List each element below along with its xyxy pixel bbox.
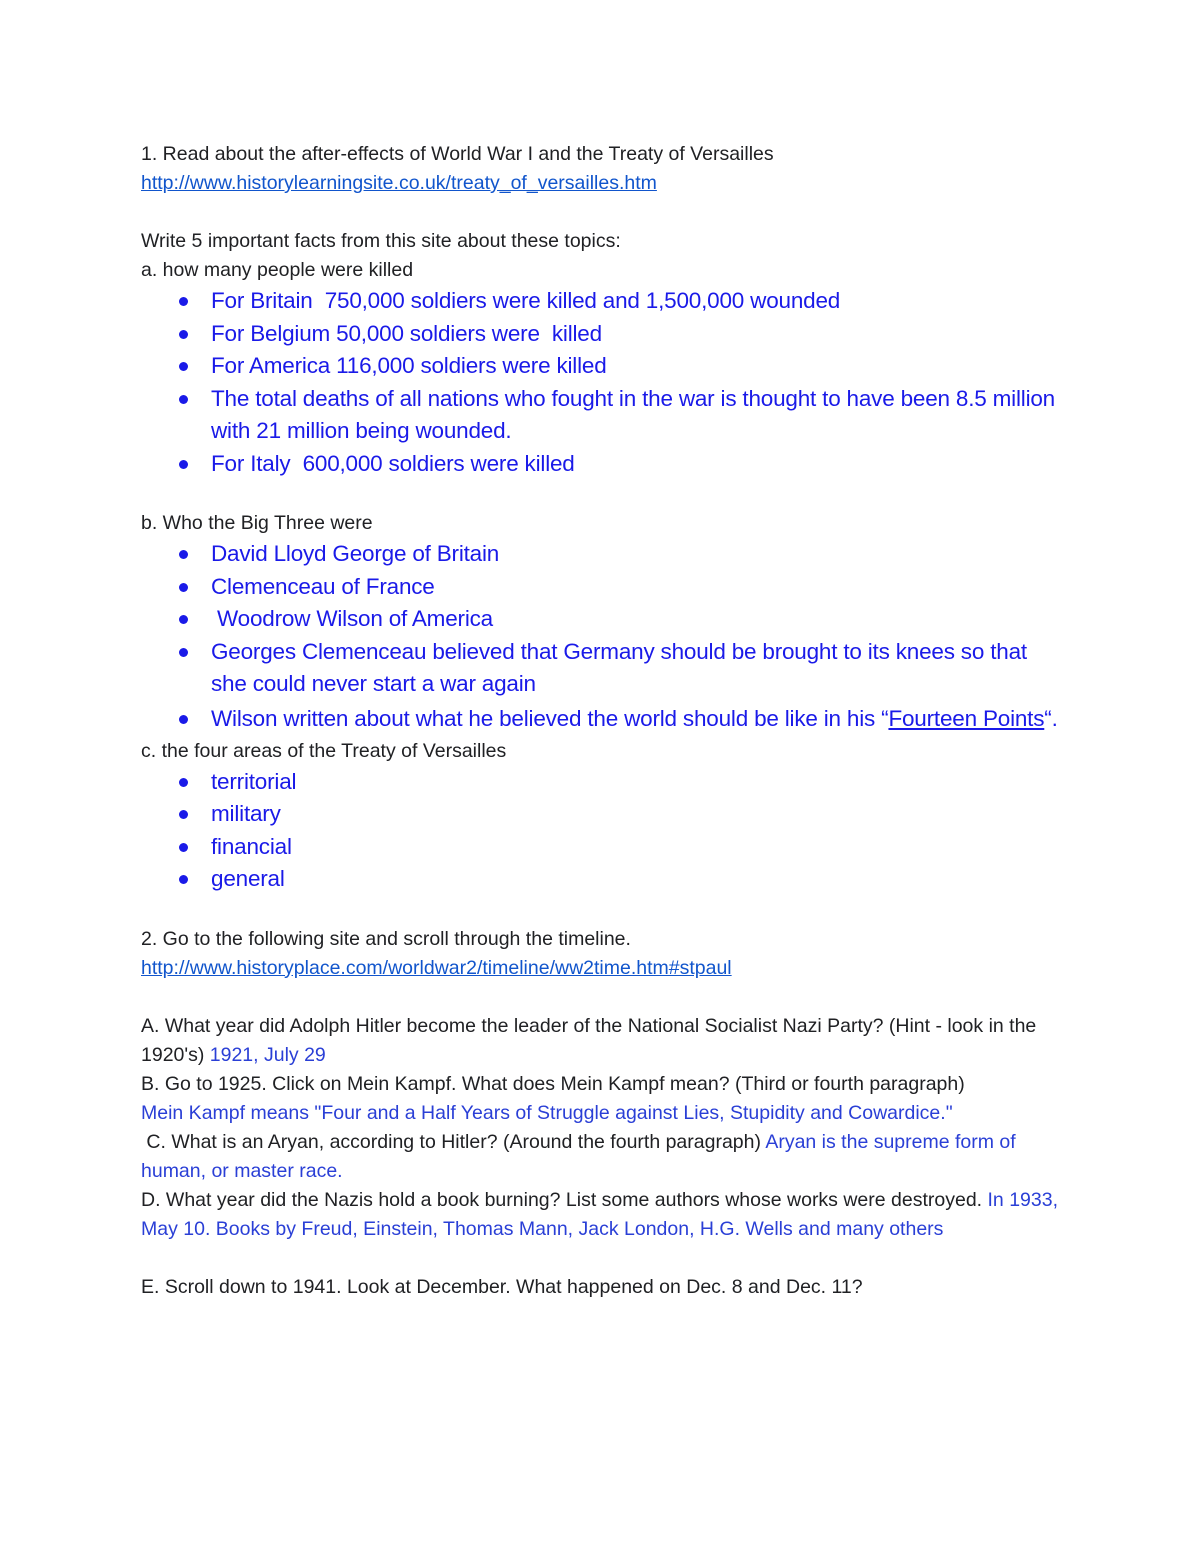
q1b-facts-list [141, 538, 1061, 737]
q1-instruction: Write 5 important facts from this site about these topics: [141, 230, 621, 252]
q2c: C. What is an Aryan, according to Hitler? (Around the fourth paragraph) Aryan is the supreme form of human, or master race. [141, 1130, 1016, 1182]
document-page [141, 140, 1061, 1302]
q2-link[interactable]: http://www.historyplace.com/worldwar2/timeline/ww2time.htm#stpaul [141, 956, 732, 979]
q1-link[interactable]: http://www.historylearningsite.co.uk/treaty_of_versailles.htm [141, 172, 657, 194]
bullet-icon [179, 615, 188, 624]
q2a-answer: 1921, July 29 [209, 1043, 326, 1066]
bullet-icon [179, 875, 188, 884]
bullet-icon [179, 550, 188, 559]
list-item: financial [141, 831, 1061, 864]
q1c-label: c. the four areas of the Treaty of Versailles [141, 739, 507, 762]
list-item: For America 116,000 soldiers were killed [141, 350, 1061, 383]
list-item: Clemenceau of France [141, 571, 1061, 604]
bullet-icon [179, 395, 188, 404]
bullet-icon [179, 715, 188, 724]
q2c-answer: Aryan is the supreme form of human, or master race. [141, 1130, 1016, 1182]
list-item: military [141, 798, 1061, 831]
q2b-answer: Mein Kampf means "Four and a Half Years of Struggle against Lies, Stupidity and Cowardice." [141, 1101, 953, 1124]
list-item: David Lloyd George of Britain [141, 538, 1061, 571]
bullet-icon [179, 810, 188, 819]
bullet-icon [179, 362, 188, 371]
list-item: Georges Clemenceau believed that Germany should be brought to its knees so that she could never start a war again [141, 636, 1061, 701]
list-item: For Belgium 50,000 soldiers were killed [141, 318, 1061, 351]
bullet-icon [179, 460, 188, 469]
q1c-facts-list [141, 766, 1061, 896]
bullet-icon [179, 648, 188, 657]
q1a-label: a. how many people were killed [141, 259, 414, 281]
q2d-answer: In 1933, May 10. Books by Freud, Einstein, Thomas Mann, Jack London, H.G. Wells and many others [141, 1188, 1058, 1240]
fourteen-points-link[interactable]: Fourteen Points [888, 705, 1045, 731]
list-item: general [141, 863, 1061, 896]
bullet-icon [179, 843, 188, 852]
q2d: D. What year did the Nazis hold a book burning? List some authors whose works were destroyed. In 1933, May 10. Books by Freud, Einstein, Thomas Mann, Jack London, H.G. Wells and many others [141, 1188, 1058, 1240]
q2b: B. Go to 1925. Click on Mein Kampf. What does Mein Kampf mean? (Third or fourth paragraph) Mein Kampf means "Four and a Half Years of Struggle against Lies, Stupidity and Cowardice." [141, 1072, 965, 1124]
list-item: Wilson written about what he believed the world should be like in his “Fourteen Points“. [141, 701, 1061, 737]
list-item: The total deaths of all nations who fought in the war is thought to have been 8.5 million with 21 million being wounded. [141, 383, 1061, 448]
bullet-icon [179, 330, 188, 339]
bullet-icon [179, 297, 188, 306]
bullet-icon [179, 583, 188, 592]
q1a-facts-list [141, 285, 1061, 480]
q1b-label: b. Who the Big Three were [141, 512, 373, 534]
list-item: Woodrow Wilson of America [141, 603, 1061, 636]
q2-title: 2. Go to the following site and scroll through the timeline. [141, 927, 631, 950]
q2a: A. What year did Adolph Hitler become the leader of the National Socialist Nazi Party? (Hint - look in the 1920's) 1921, July 29 [141, 1014, 1037, 1066]
q1-title: 1. Read about the after-effects of World War I and the Treaty of Versailles [141, 143, 774, 165]
list-item: For Italy 600,000 soldiers were killed [141, 448, 1061, 481]
list-item: For Britain 750,000 soldiers were killed and 1,500,000 wounded [141, 285, 1061, 318]
bullet-icon [179, 778, 188, 787]
q2e: E. Scroll down to 1941. Look at December. What happened on Dec. 8 and Dec. 11? [141, 1275, 863, 1298]
list-item: territorial [141, 766, 1061, 799]
